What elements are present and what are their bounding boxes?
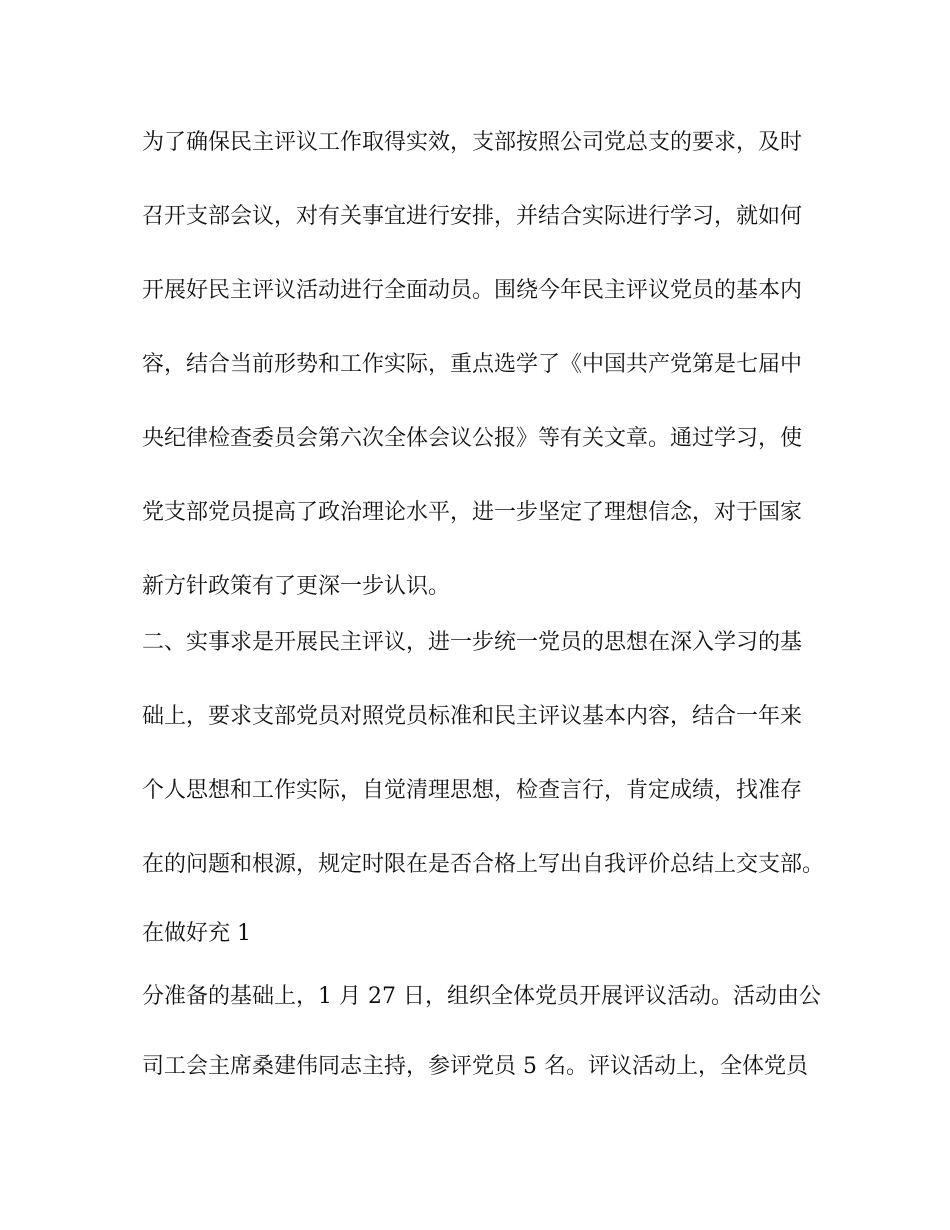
paragraph-cont-line-1: 分准备的基础上，1 月 27 日，组织全体党员开展评议活动。活动由公 <box>142 984 821 1009</box>
paragraph-line-1: 为了确保民主评议工作取得实效，支部按照公司党总支的要求，及时 <box>142 130 803 155</box>
section-two-line-4: 在的问题和根源，规定时限在是否合格上写出自我评价总结上交支部。 <box>142 852 825 877</box>
section-two-line-3: 个人思想和工作实际，自觉清理思想，检查言行，肯定成绩，找准存 <box>142 778 803 803</box>
section-two-line-1: 二、实事求是开展民主评议，进一步统一党员的思想在深入学习的基 <box>142 630 803 655</box>
section-two-line-2: 础上，要求支部党员对照党员标准和民主评议基本内容，结合一年来 <box>142 704 803 729</box>
paragraph-line-2: 召开支部会议，对有关事宜进行安排，并结合实际进行学习，就如何 <box>142 204 803 229</box>
paragraph-line-5: 央纪律检查委员会第六次全体会议公报》等有关文章。通过学习，使 <box>142 426 803 451</box>
paragraph-line-4: 容，结合当前形势和工作实际，重点选学了《中国共产党第是七届中 <box>142 352 803 377</box>
paragraph-line-6: 党支部党员提高了政治理论水平，进一步坚定了理想信念，对于国家 <box>142 500 803 525</box>
page-break-line: 在做好充 1 <box>142 921 251 946</box>
paragraph-line-7: 新方针政策有了更深一步认识。 <box>142 574 451 599</box>
paragraph-line-3: 开展好民主评议活动进行全面动员。围绕今年民主评议党员的基本内 <box>142 278 803 303</box>
paragraph-cont-line-2: 司工会主席桑建伟同志主持，参评党员 5 名。评议活动上，全体党员 <box>142 1054 808 1079</box>
